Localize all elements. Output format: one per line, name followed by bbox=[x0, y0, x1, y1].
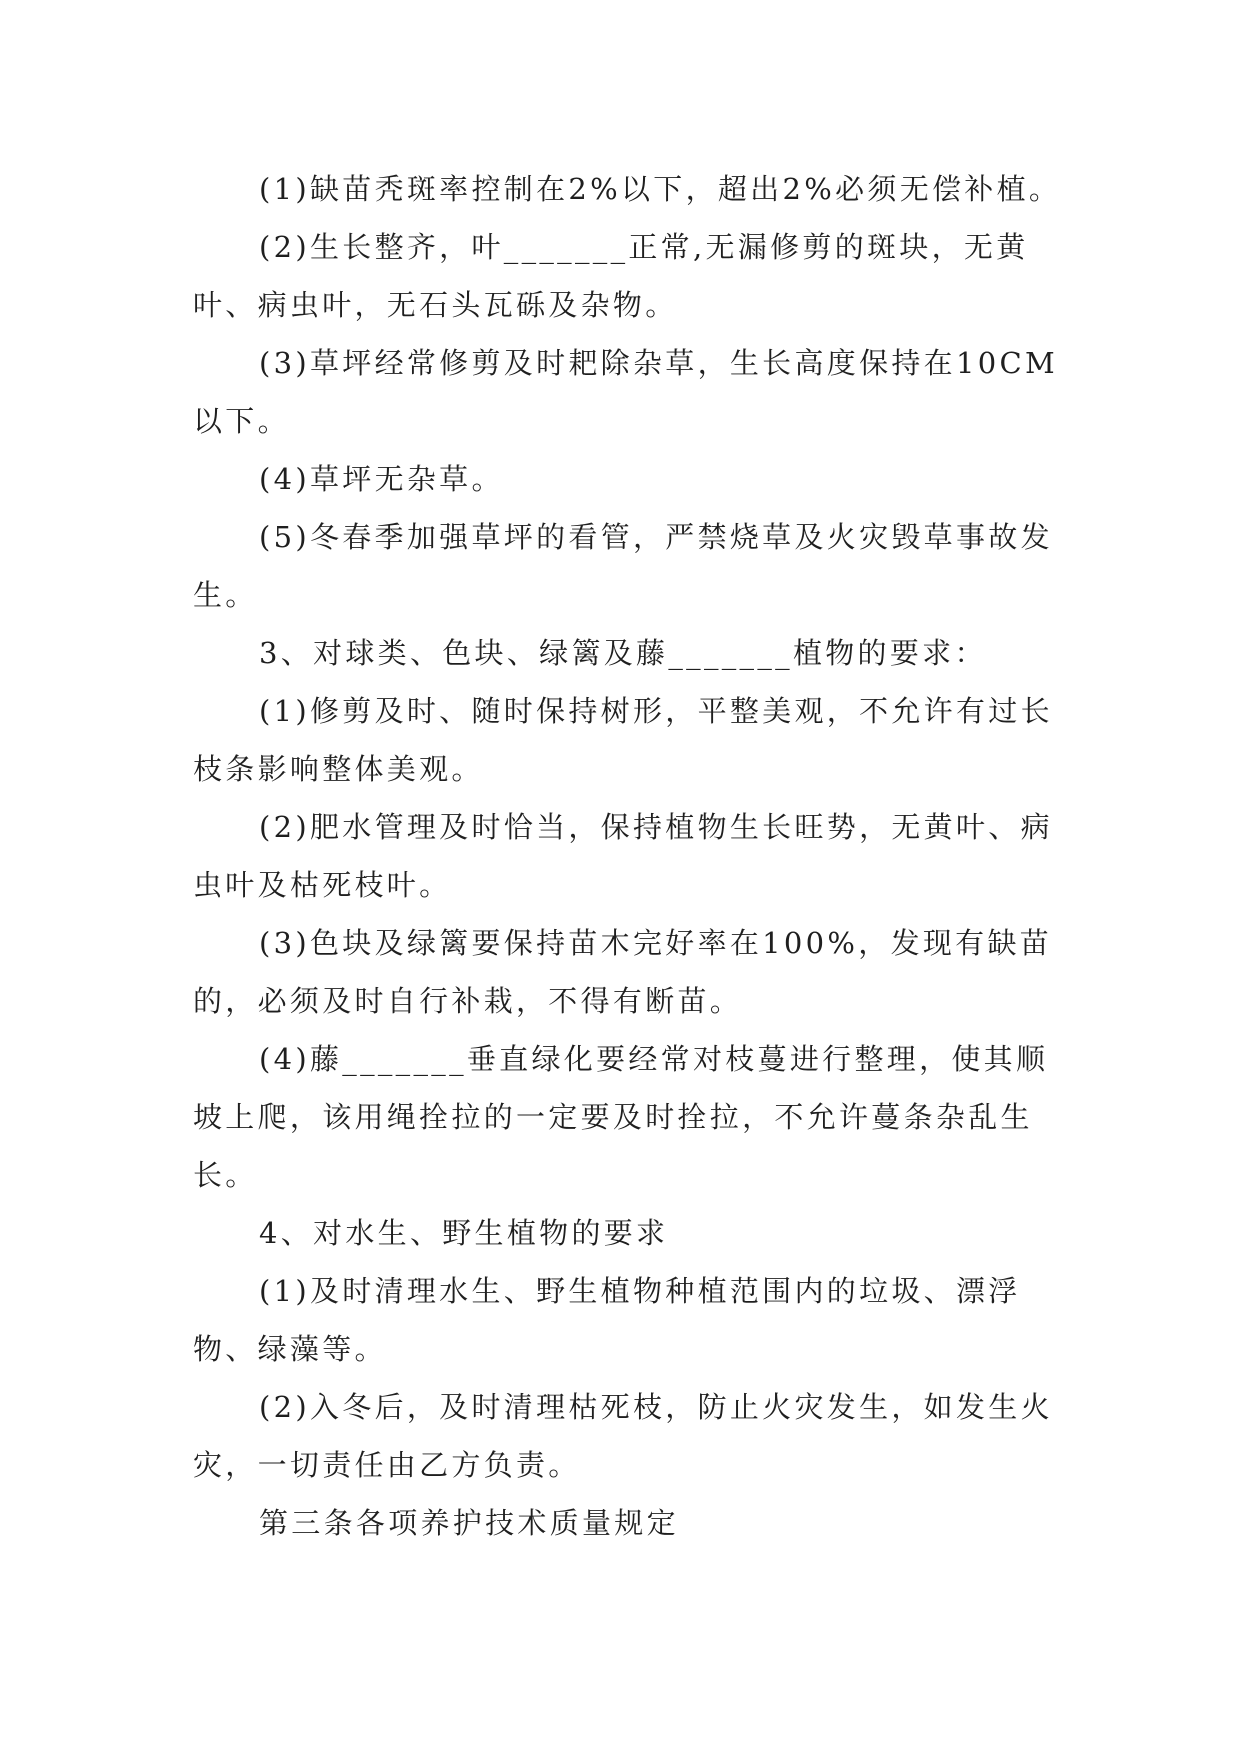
document-body bbox=[193, 160, 1063, 1552]
paragraph: (1)修剪及时、随时保持树形，平整美观，不允许有过长枝条影响整体美观。 bbox=[193, 694, 1053, 786]
section-heading: 4、对水生、野生植物的要求 bbox=[259, 1216, 669, 1250]
paragraph: (4)草坪无杂草。 bbox=[259, 462, 504, 496]
paragraph: (4)藤_______垂直绿化要经常对枝蔓进行整理，使其顺坡上爬，该用绳拴拉的一定要及时拴拉，不允许蔓条杂乱生长。 bbox=[193, 1042, 1049, 1192]
paragraph: (2)生长整齐，叶_______正常,无漏修剪的斑块，无黄叶、病虫叶，无石头瓦砾及杂物。 bbox=[193, 230, 1029, 322]
paragraph: (1)缺苗秃斑率控制在2%以下，超出2%必须无偿补植。 bbox=[259, 172, 1062, 206]
paragraph: (2)入冬后，及时清理枯死枝，防止火灾发生，如发生火灾，一切责任由乙方负责。 bbox=[193, 1390, 1053, 1482]
paragraph: (3)草坪经常修剪及时耙除杂草，生长高度保持在10CM以下。 bbox=[193, 346, 1058, 438]
article-heading: 第三条各项养护技术质量规定 bbox=[259, 1506, 679, 1540]
paragraph: (5)冬春季加强草坪的看管，严禁烧草及火灾毁草事故发生。 bbox=[193, 520, 1053, 612]
paragraph: (1)及时清理水生、野生植物种植范围内的垃圾、漂浮物、绿藻等。 bbox=[193, 1274, 1021, 1366]
section-heading: 3、对球类、色块、绿篱及藤_______植物的要求： bbox=[259, 636, 987, 670]
paragraph: (3)色块及绿篱要保持苗木完好率在100%，发现有缺苗的，必须及时自行补栽，不得有断苗。 bbox=[193, 926, 1053, 1018]
paragraph: (2)肥水管理及时恰当，保持植物生长旺势，无黄叶、病虫叶及枯死枝叶。 bbox=[193, 810, 1053, 902]
